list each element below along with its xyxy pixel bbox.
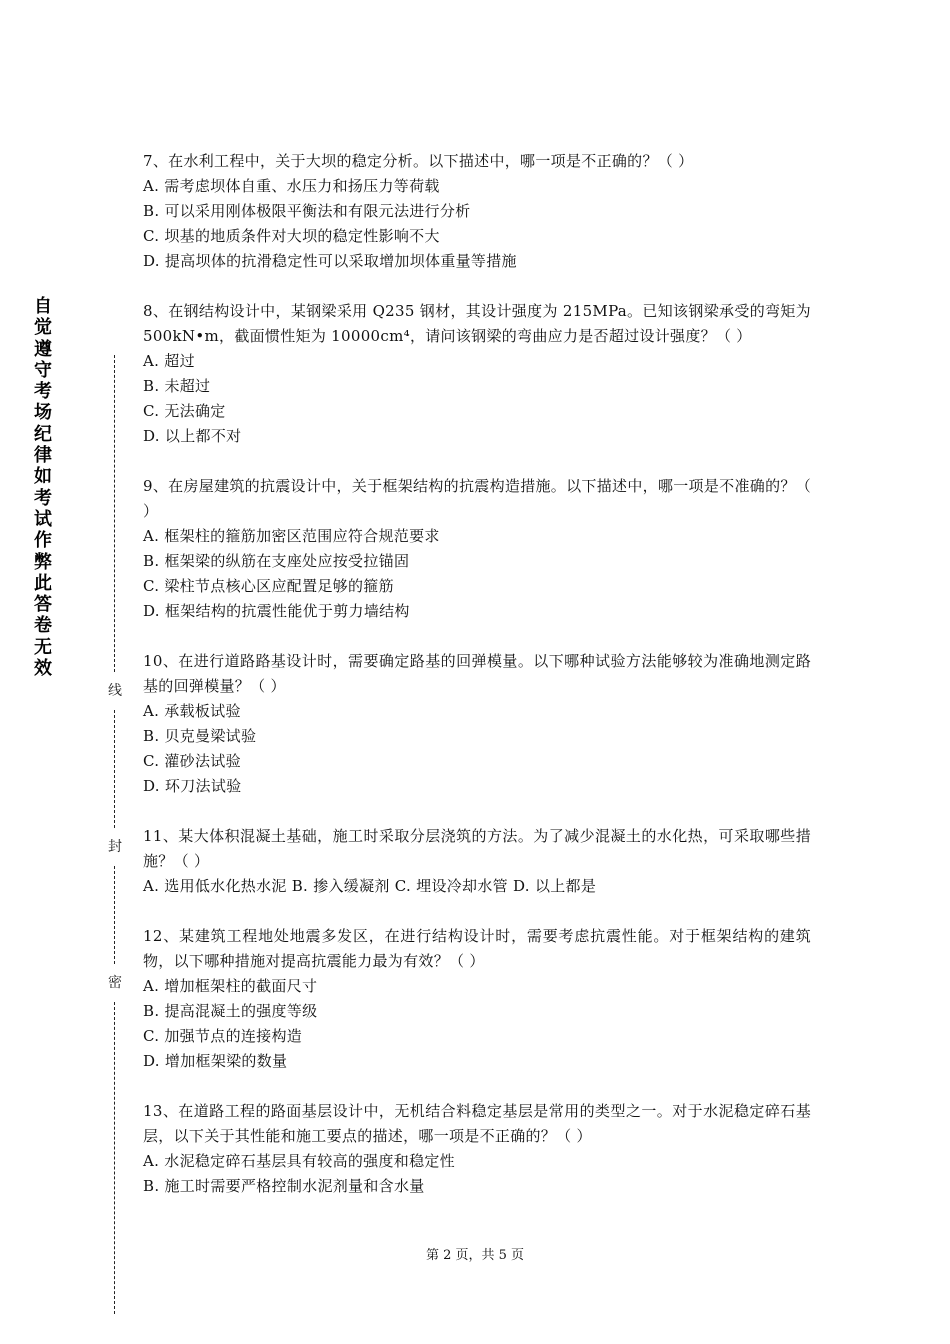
question-13 [143,1099,811,1199]
option-a: A. 框架柱的箍筋加密区范围应符合规范要求 [143,527,440,545]
question-12 [143,924,811,1074]
binding-dashed-line [114,710,115,828]
option-d: D. 环刀法试验 [143,777,242,795]
option-d: D. 以上都不对 [143,427,242,445]
question-stem: 7、在水利工程中，关于大坝的稳定分析。以下描述中，哪一项是不正确的？（ ） [143,152,694,170]
question-10 [143,649,811,799]
question-list [143,149,811,1224]
binding-dashed-line [114,866,115,964]
question-stem: 13、在道路工程的路面基层设计中，无机结合料稳定基层是常用的类型之一。对于水泥稳定碎石基层，以下关于其性能和施工要点的描述，哪一项是不正确的？（ ） [143,1102,811,1145]
option-d: D. 增加框架梁的数量 [143,1052,288,1070]
question-7 [143,149,811,274]
option-c: C. 梁柱节点核心区应配置足够的箍筋 [143,577,394,595]
option-c: C. 无法确定 [143,402,226,420]
question-stem: 10、在进行道路路基设计时，需要确定路基的回弹模量。以下哪种试验方法能够较为准确地测定路基的回弹模量？（ ） [143,652,811,695]
question-stem: 11、某大体积混凝土基础，施工时采取分层浇筑的方法。为了减少混凝土的水化热，可采取哪些措施？（ ） [143,827,811,870]
option-b: B. 未超过 [143,377,211,395]
binding-mark-secret: 密 [108,975,122,991]
option-d: D. 提高坝体的抗滑稳定性可以采取增加坝体重量等措施 [143,252,517,270]
option-a: A. 水泥稳定碎石基层具有较高的强度和稳定性 [143,1152,455,1170]
exam-discipline-banner: 自觉遵守考场纪律如考试作弊此答卷无效 [34,296,52,680]
option-a: A. 需考虑坝体自重、水压力和扬压力等荷载 [143,177,440,195]
options-inline: A. 选用低水化热水泥 B. 掺入缓凝剂 C. 埋设冷却水管 D. 以上都是 [143,877,597,895]
option-a: A. 超过 [143,352,195,370]
option-b: B. 框架梁的纵筋在支座处应按受拉锚固 [143,552,410,570]
binding-dashed-line [114,1002,115,1314]
option-a: A. 增加框架柱的截面尺寸 [143,977,318,995]
binding-mark-line: 线 [108,683,122,699]
question-stem: 12、某建筑工程地处地震多发区，在进行结构设计时，需要考虑抗震性能。对于框架结构的建筑物，以下哪种措施对提高抗震能力最为有效？（ ） [143,927,811,970]
option-b: B. 提高混凝土的强度等级 [143,1002,318,1020]
option-c: C. 坝基的地质条件对大坝的稳定性影响不大 [143,227,440,245]
option-c: C. 灌砂法试验 [143,752,241,770]
option-b: B. 贝克曼梁试验 [143,727,257,745]
option-b: B. 可以采用刚体极限平衡法和有限元法进行分析 [143,202,471,220]
option-d: D. 框架结构的抗震性能优于剪力墙结构 [143,602,410,620]
question-9 [143,474,811,624]
option-a: A. 承载板试验 [143,702,241,720]
option-b: B. 施工时需要严格控制水泥剂量和含水量 [143,1177,425,1195]
question-stem: 9、在房屋建筑的抗震设计中，关于框架结构的抗震构造措施。以下描述中，哪一项是不准确的？（ ） [143,477,811,520]
question-11 [143,824,811,899]
option-c: C. 加强节点的连接构造 [143,1027,303,1045]
binding-dashed-line [114,355,115,672]
binding-mark-seal: 封 [108,839,122,855]
question-8 [143,299,811,449]
page-number: 第 2 页，共 5 页 [425,1248,525,1263]
question-stem: 8、在钢结构设计中，某钢梁采用 Q235 钢材，其设计强度为 215MPa。已知该钢梁承受的弯矩为 500kN•m，截面惯性矩为 10000cm⁴，请问该钢梁的弯曲应力是否超过设计强度？（ ） [143,302,811,345]
